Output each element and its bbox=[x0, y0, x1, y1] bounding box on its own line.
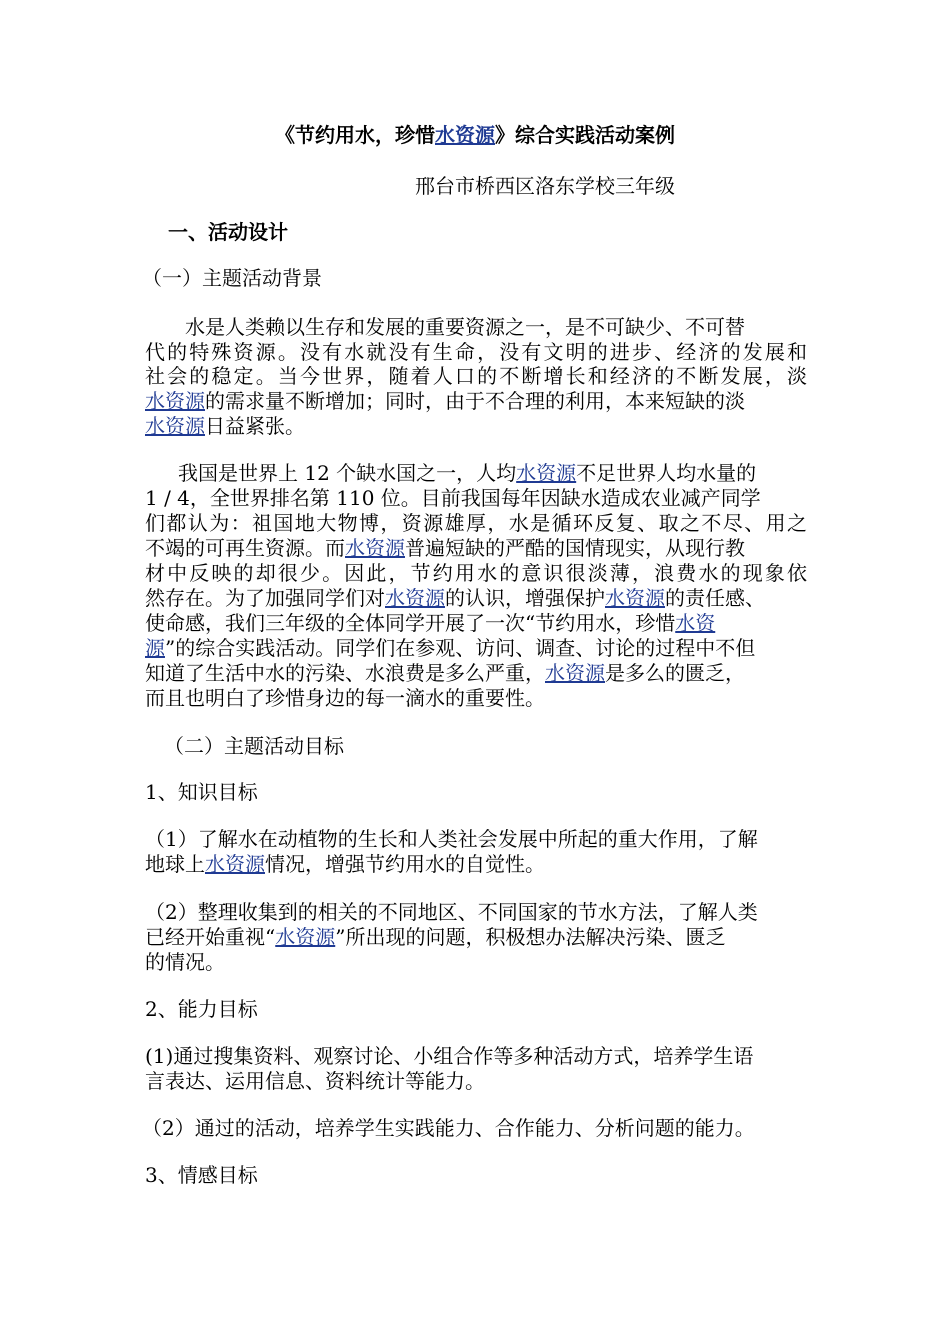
paragraph-line: 知道了生活中水的污染、水浪费是多么严重，水资源是多么的匮乏， bbox=[145, 661, 745, 685]
link-water-resources[interactable]: 水资源 bbox=[275, 925, 336, 949]
paragraph-line: 水资源的需求量不断增加；同时，由于不合理的利用，本来短缺的淡 bbox=[145, 389, 745, 413]
list-item-line: (1)通过搜集资料、观察讨论、小组合作等多种活动方式，培养学生语 bbox=[145, 1044, 754, 1068]
link-water-resources[interactable]: 水资源 bbox=[205, 852, 265, 876]
paragraph-line: 水资源日益紧张。 bbox=[145, 414, 305, 438]
paragraph-line: 然存在。为了加强同学们对水资源的认识，增强保护水资源的责任感、 bbox=[145, 586, 765, 610]
list-heading: 3、情感目标 bbox=[145, 1163, 258, 1187]
link-water-resources[interactable]: 水资源 bbox=[345, 536, 405, 560]
paragraph-line: 不竭的可再生资源。而水资源普遍短缺的严酷的国情现实，从现行教 bbox=[145, 536, 745, 560]
list-item-line: 已经开始重视“水资源”所出现的问题，积极想办法解决污染、匮乏 bbox=[145, 925, 726, 949]
paragraph-line: 社会的稳定。当今世界，随着人口的不断增长和经济的不断发展，淡 bbox=[145, 364, 807, 388]
list-heading: 2、能力目标 bbox=[145, 997, 258, 1021]
link-water-resources[interactable]: 水资源 bbox=[145, 414, 205, 438]
subsection-heading: （二）主题活动目标 bbox=[164, 734, 344, 758]
link-water-resources[interactable]: 水资源 bbox=[545, 661, 605, 685]
list-item-line: 地球上水资源情况，增强节约用水的自觉性。 bbox=[145, 852, 545, 876]
document-title: 《节约用水，珍惜水资源》综合实践活动案例 bbox=[275, 123, 675, 147]
list-item-line: 言表达、运用信息、资料统计等能力。 bbox=[145, 1069, 485, 1093]
link-water-resources[interactable]: 源 bbox=[145, 636, 165, 660]
paragraph-line: 使命感，我们三年级的全体同学开展了一次“节约用水，珍惜水资 bbox=[145, 611, 716, 635]
paragraph-line: 而且也明白了珍惜身边的每一滴水的重要性。 bbox=[145, 686, 545, 710]
paragraph-line: 水是人类赖以生存和发展的重要资源之一，是不可缺少、不可替 bbox=[185, 315, 745, 339]
paragraph-line: 我国是世界上 12 个缺水国之一，人均水资源不足世界人均水量的 bbox=[178, 461, 757, 485]
subsection-heading: （一）主题活动背景 bbox=[142, 266, 322, 290]
list-heading: 1、知识目标 bbox=[145, 780, 258, 804]
section-heading: 一、活动设计 bbox=[168, 220, 288, 244]
paragraph-line: 材中反映的却很少。因此，节约用水的意识很淡薄，浪费水的现象依 bbox=[145, 561, 807, 585]
list-item-line: （2）通过的活动，培养学生实践能力、合作能力、分析问题的能力。 bbox=[142, 1116, 755, 1140]
link-water-resources[interactable]: 水资源 bbox=[385, 586, 445, 610]
list-item-line: 的情况。 bbox=[145, 950, 225, 974]
link-water-resources[interactable]: 水资源 bbox=[516, 461, 577, 485]
list-item-line: （2）整理收集到的相关的不同地区、不同国家的节水方法，了解人类 bbox=[145, 900, 758, 924]
link-water-resources[interactable]: 水资 bbox=[675, 611, 716, 635]
paragraph-line: 代的特殊资源。没有水就没有生命，没有文明的进步、经济的发展和 bbox=[145, 340, 807, 364]
paragraph-line: 们都认为：祖国地大物博，资源雄厚，水是循环反复、取之不尽、用之 bbox=[145, 511, 807, 535]
link-water-resources[interactable]: 水资源 bbox=[435, 123, 495, 147]
author-line: 邢台市桥西区洛东学校三年级 bbox=[415, 174, 675, 198]
list-item-line: （1）了解水在动植物的生长和人类社会发展中所起的重大作用，了解 bbox=[145, 827, 758, 851]
paragraph-line: 源”的综合实践活动。同学们在参观、访问、调查、讨论的过程中不但 bbox=[145, 636, 756, 660]
paragraph-line: 1 / 4，全世界排名第 110 位。目前我国每年因缺水造成农业减产同学 bbox=[145, 486, 761, 510]
link-water-resources[interactable]: 水资源 bbox=[605, 586, 665, 610]
link-water-resources[interactable]: 水资源 bbox=[145, 389, 205, 413]
